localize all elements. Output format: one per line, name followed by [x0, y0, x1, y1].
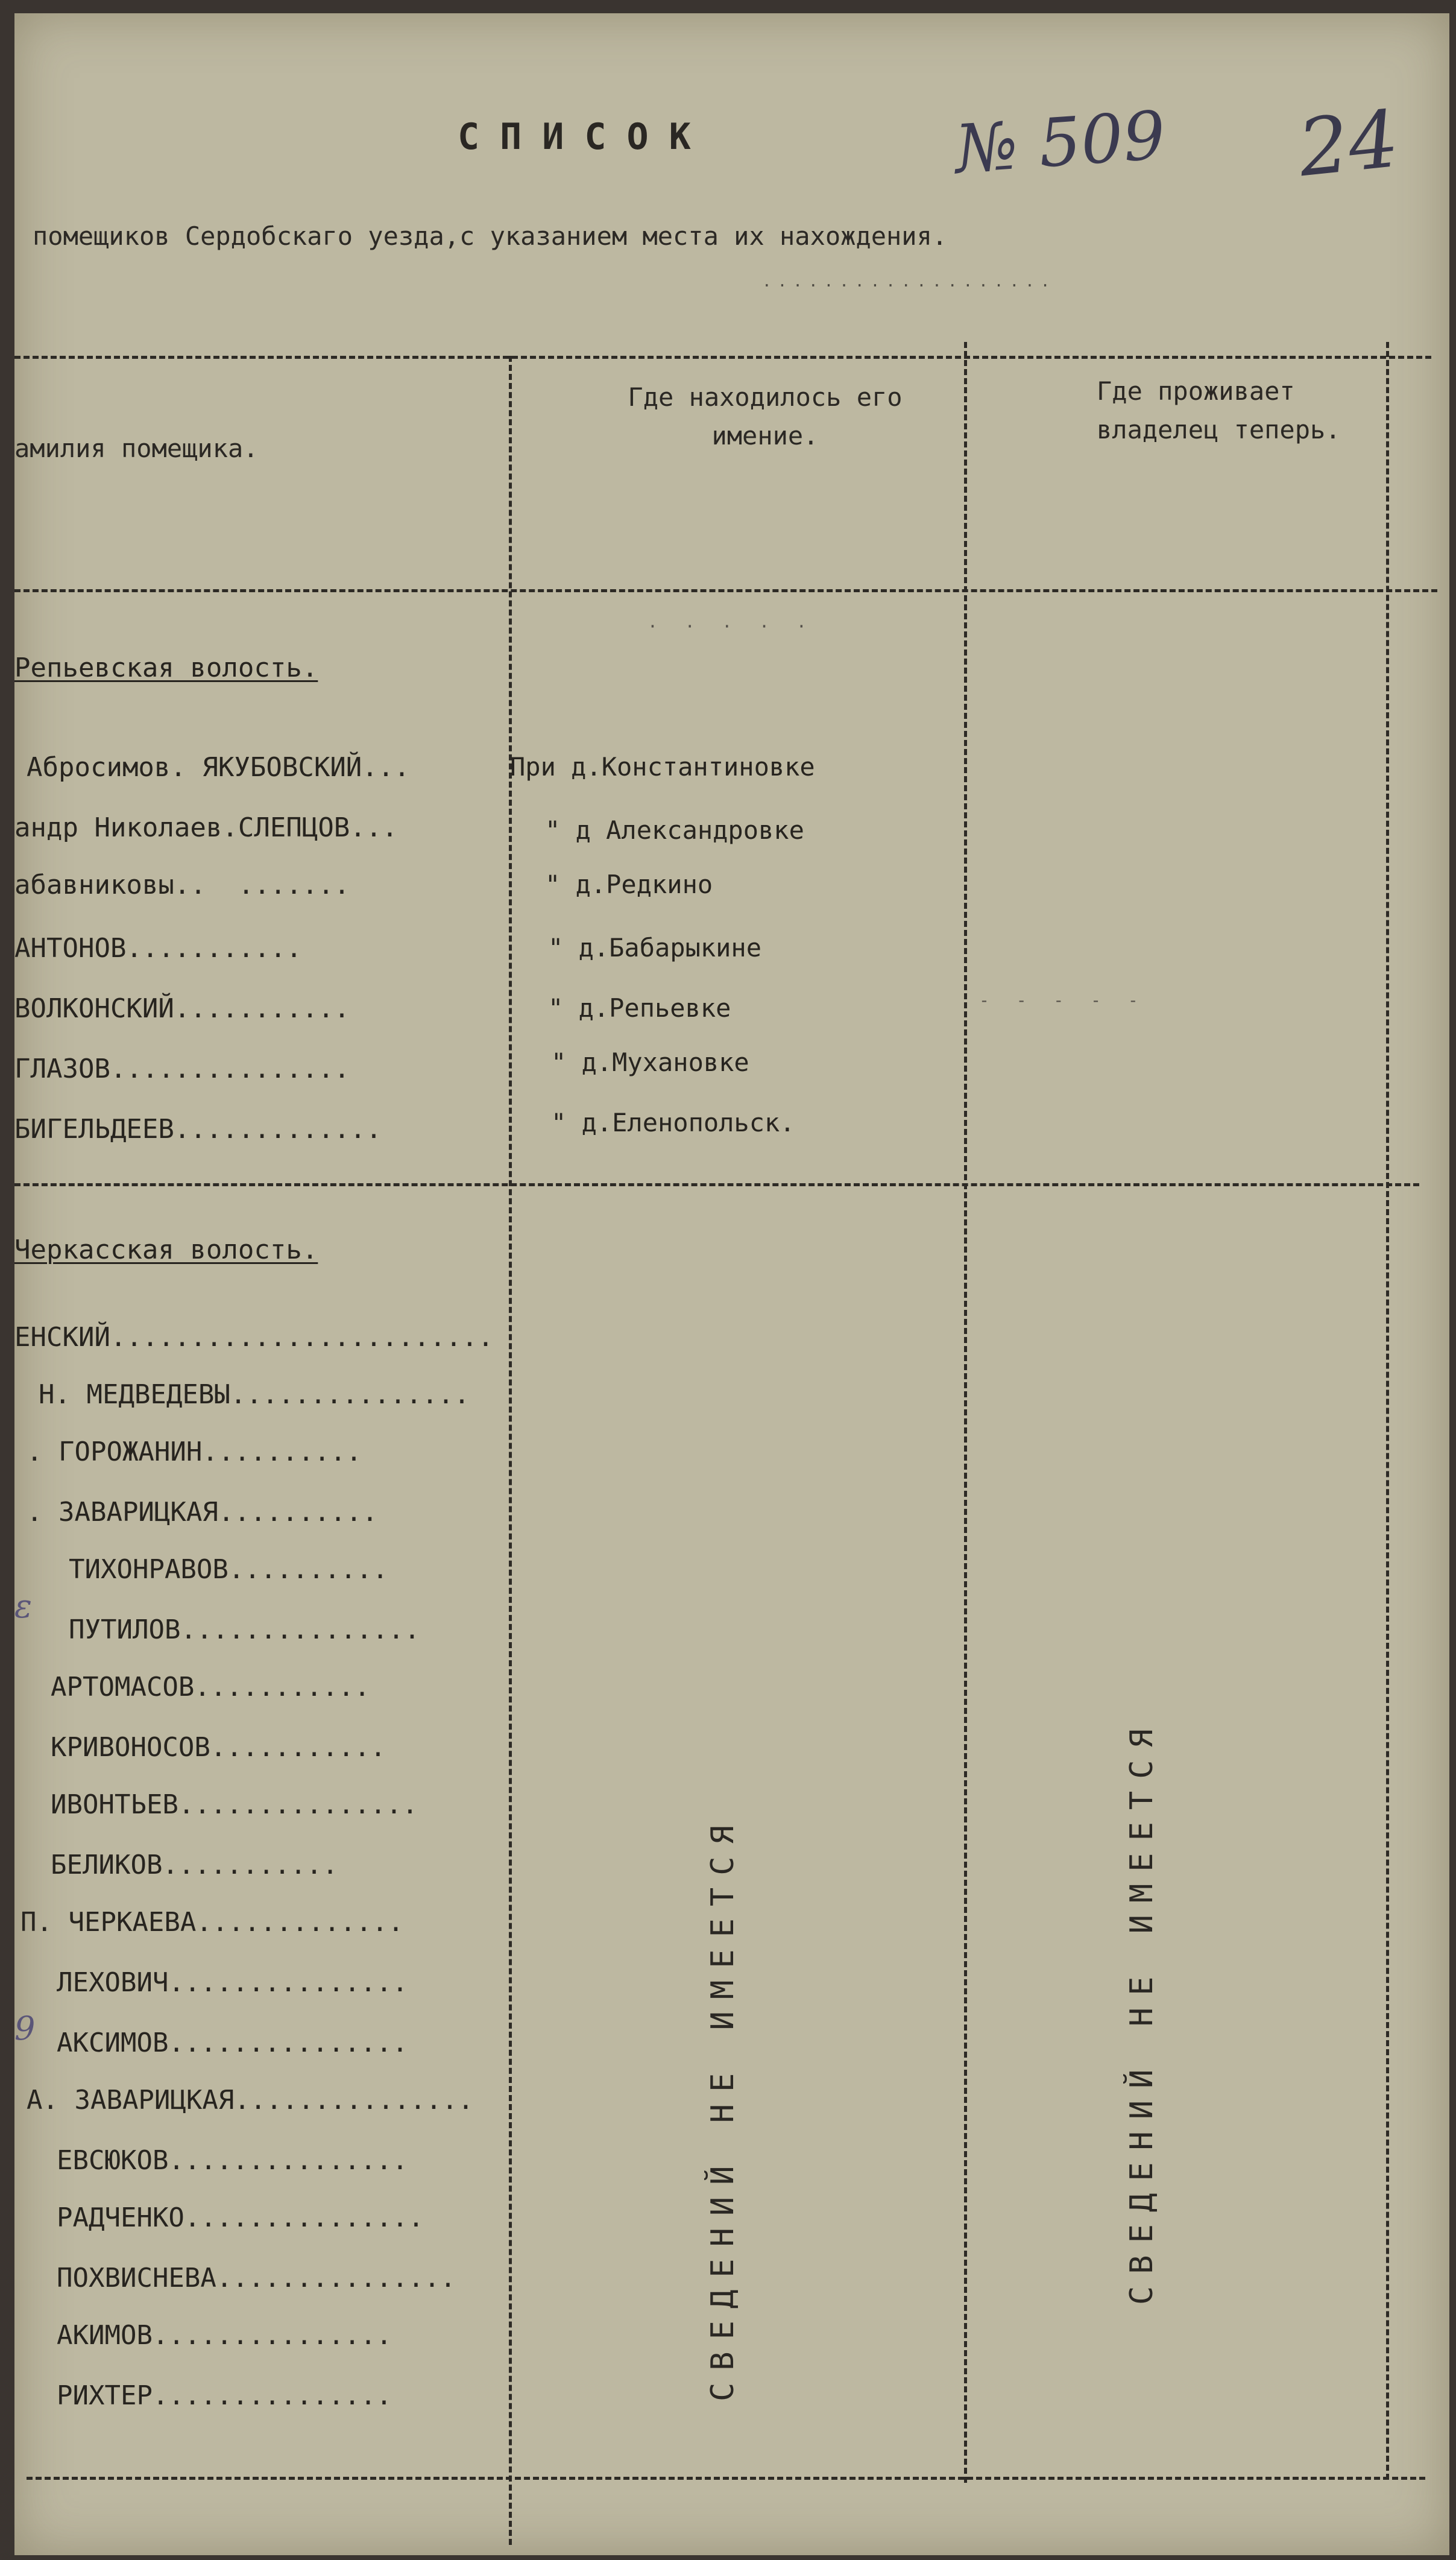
section-divider-rule [14, 1183, 1419, 1186]
landowner-row: АНТОНОВ........... [14, 933, 302, 964]
handwritten-page-number: 24 [1294, 92, 1403, 195]
estate-no-information-note: СВЕДЕНИЙ НЕ ИМЕЕТСЯ [705, 1813, 741, 2401]
header-bottom-rule [14, 589, 1437, 592]
table-bottom-rule [27, 2477, 1425, 2480]
landowner-row: БИГЕЛЬДЕЕВ............. [14, 1114, 382, 1145]
handwritten-margin-mark: ɛ [14, 1587, 32, 1625]
landowner-row: КРИВОНОСОВ........... [51, 1732, 386, 1763]
landowner-row: АКИМОВ............... [57, 2320, 392, 2351]
landowner-row: БЕЛИКОВ........... [51, 1850, 338, 1880]
landowner-row: ЕВСЮКОВ............... [57, 2145, 408, 2176]
landowner-row: андр Николаев.СЛЕПЦОВ... [14, 812, 398, 843]
document-subtitle: помещиков Сердобскаго уезда,с указанием места их нахождения. [33, 221, 948, 251]
estate-cell: " д.Редкино [545, 870, 713, 899]
landowner-row: ИВОНТЬЕВ............... [51, 1789, 418, 1820]
landowner-row: ПУТИЛОВ............... [69, 1614, 420, 1645]
document-title: СПИСОК [458, 116, 711, 158]
landowner-row: ВОЛКОНСКИЙ........... [14, 993, 350, 1024]
landowner-row: А. ЗАВАРИЦКАЯ............... [27, 2085, 474, 2116]
landowner-row: ГЛАЗОВ............... [14, 1054, 350, 1084]
column-divider-right [1386, 342, 1389, 2480]
landowner-row: Н. МЕДВЕДЕВЫ............... [39, 1379, 470, 1410]
landowner-row: . ГОРОЖАНИН.......... [27, 1436, 362, 1467]
column-header-owner-now: Где проживает владелец теперь. [1097, 376, 1341, 444]
landowner-row: ЕНСКИЙ........................ [14, 1322, 494, 1353]
column-divider-2 [964, 342, 967, 2483]
landowner-row: абавниковы.. ....... [14, 870, 350, 900]
owner-no-information-note: СВЕДЕНИЙ НЕ ИМЕЕТСЯ [1124, 1717, 1160, 2305]
estate-cell: " д Александровке [545, 815, 804, 845]
column-divider-1 [509, 356, 512, 2545]
section-title-cherkasskaya: Черкасская волость. [14, 1234, 318, 1265]
column-header-estate: Где находилось его имение. [628, 382, 903, 450]
landowner-row: ПОХВИСНЕВА............... [57, 2263, 456, 2293]
handwritten-margin-mark: 9 [14, 2009, 36, 2047]
landowner-row: ЛЕХОВИЧ............... [57, 1967, 408, 1998]
landowner-row: РИХТЕР............... [57, 2380, 392, 2411]
landowner-row: П. ЧЕРКАЕВА............. [20, 1907, 404, 1938]
dotted-leader: - - - - - [979, 990, 1147, 1010]
estate-cell: При д.Константиновке [510, 752, 815, 782]
estate-cell: " д.Бабарыкине [548, 933, 762, 962]
landowner-row: РАДЧЕНКО............... [57, 2202, 424, 2233]
table-top-rule [14, 356, 1431, 359]
landowner-row: ТИХОНРАВОВ.......... [69, 1554, 388, 1585]
estate-cell: " д.Еленопольск. [551, 1108, 795, 1137]
estate-cell: " д.Репьевке [548, 993, 731, 1023]
section-title-repyevskaya: Репьевская волость. [14, 653, 318, 683]
landowner-row: Абросимов. ЯКУБОВСКИЙ... [27, 752, 410, 783]
estate-cell: " д.Мухановке [551, 1048, 749, 1077]
landowner-row: АРТОМАСОВ........... [51, 1672, 370, 1702]
archival-document-page [14, 13, 1449, 2555]
landowner-row: АКСИМОВ............... [57, 2027, 408, 2058]
dotted-leader: · · · · · [648, 616, 815, 636]
column-header-name: амилия помещика. [14, 434, 259, 463]
landowner-row: . ЗАВАРИЦКАЯ.......... [27, 1497, 378, 1528]
dotted-underline: ................... [762, 273, 1056, 291]
handwritten-document-number: № 509 [952, 96, 1168, 189]
